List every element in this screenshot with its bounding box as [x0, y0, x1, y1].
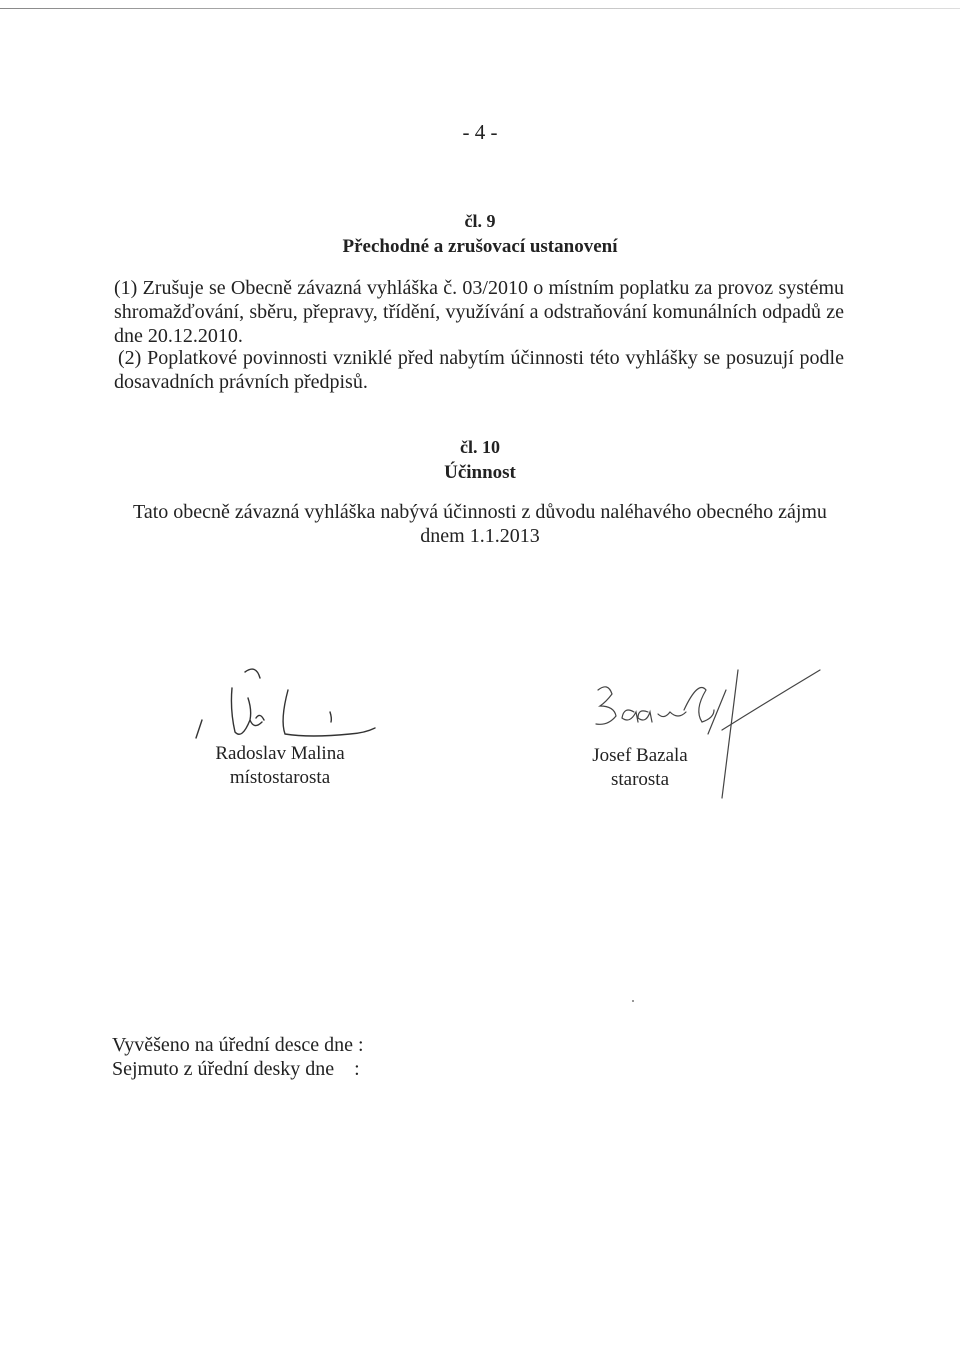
signature-malina — [190, 660, 410, 750]
article-10-line-2: dnem 1.1.2013 — [420, 525, 540, 547]
scan-edge-line — [0, 8, 960, 9]
article-9-paragraph-2: (2) Poplatkové povinnosti vzniklé před nabytím účinnosti této vyhlášky se posuzují podle dosavadních právních předpisů. — [114, 347, 844, 393]
signatory-right-name: Josef Bazala — [592, 745, 688, 766]
footer-posted: Vyvěšeno na úřední desce dne : — [112, 1034, 364, 1056]
page-number: - 4 - — [462, 120, 498, 144]
article-9-number: čl. 9 — [464, 211, 496, 231]
signatory-right-role: starosta — [610, 769, 670, 790]
article-10-title: Účinnost — [444, 462, 516, 483]
article-10-number: čl. 10 — [460, 437, 500, 457]
article-9-heading — [0, 208, 960, 260]
signatory-right — [570, 744, 710, 792]
signatory-left-role: místostarosta — [229, 767, 331, 788]
article-10-text — [0, 500, 960, 548]
article-9-paragraph-1: (1) Zrušuje se Obecně závazná vyhláška č. 03/2010 o místním poplatku za provoz systému shromažďování, sběru, přepravy, třídění, využívání a odstraňování komunálních odpadů ze dne 20.12.2010. — [114, 277, 844, 347]
signatory-left — [195, 742, 365, 790]
article-10-line-1: Tato obecně závazná vyhláška nabývá účinnosti z důvodu naléhavého obecného zájmu — [133, 501, 827, 523]
footer-removed: Sejmuto z úřední desky dne : — [112, 1058, 360, 1080]
signatory-left-name: Radoslav Malina — [215, 743, 345, 764]
scan-speck — [632, 1000, 634, 1002]
article-10-heading — [0, 434, 960, 486]
article-9-title: Přechodné a zrušovací ustanovení — [342, 236, 618, 257]
